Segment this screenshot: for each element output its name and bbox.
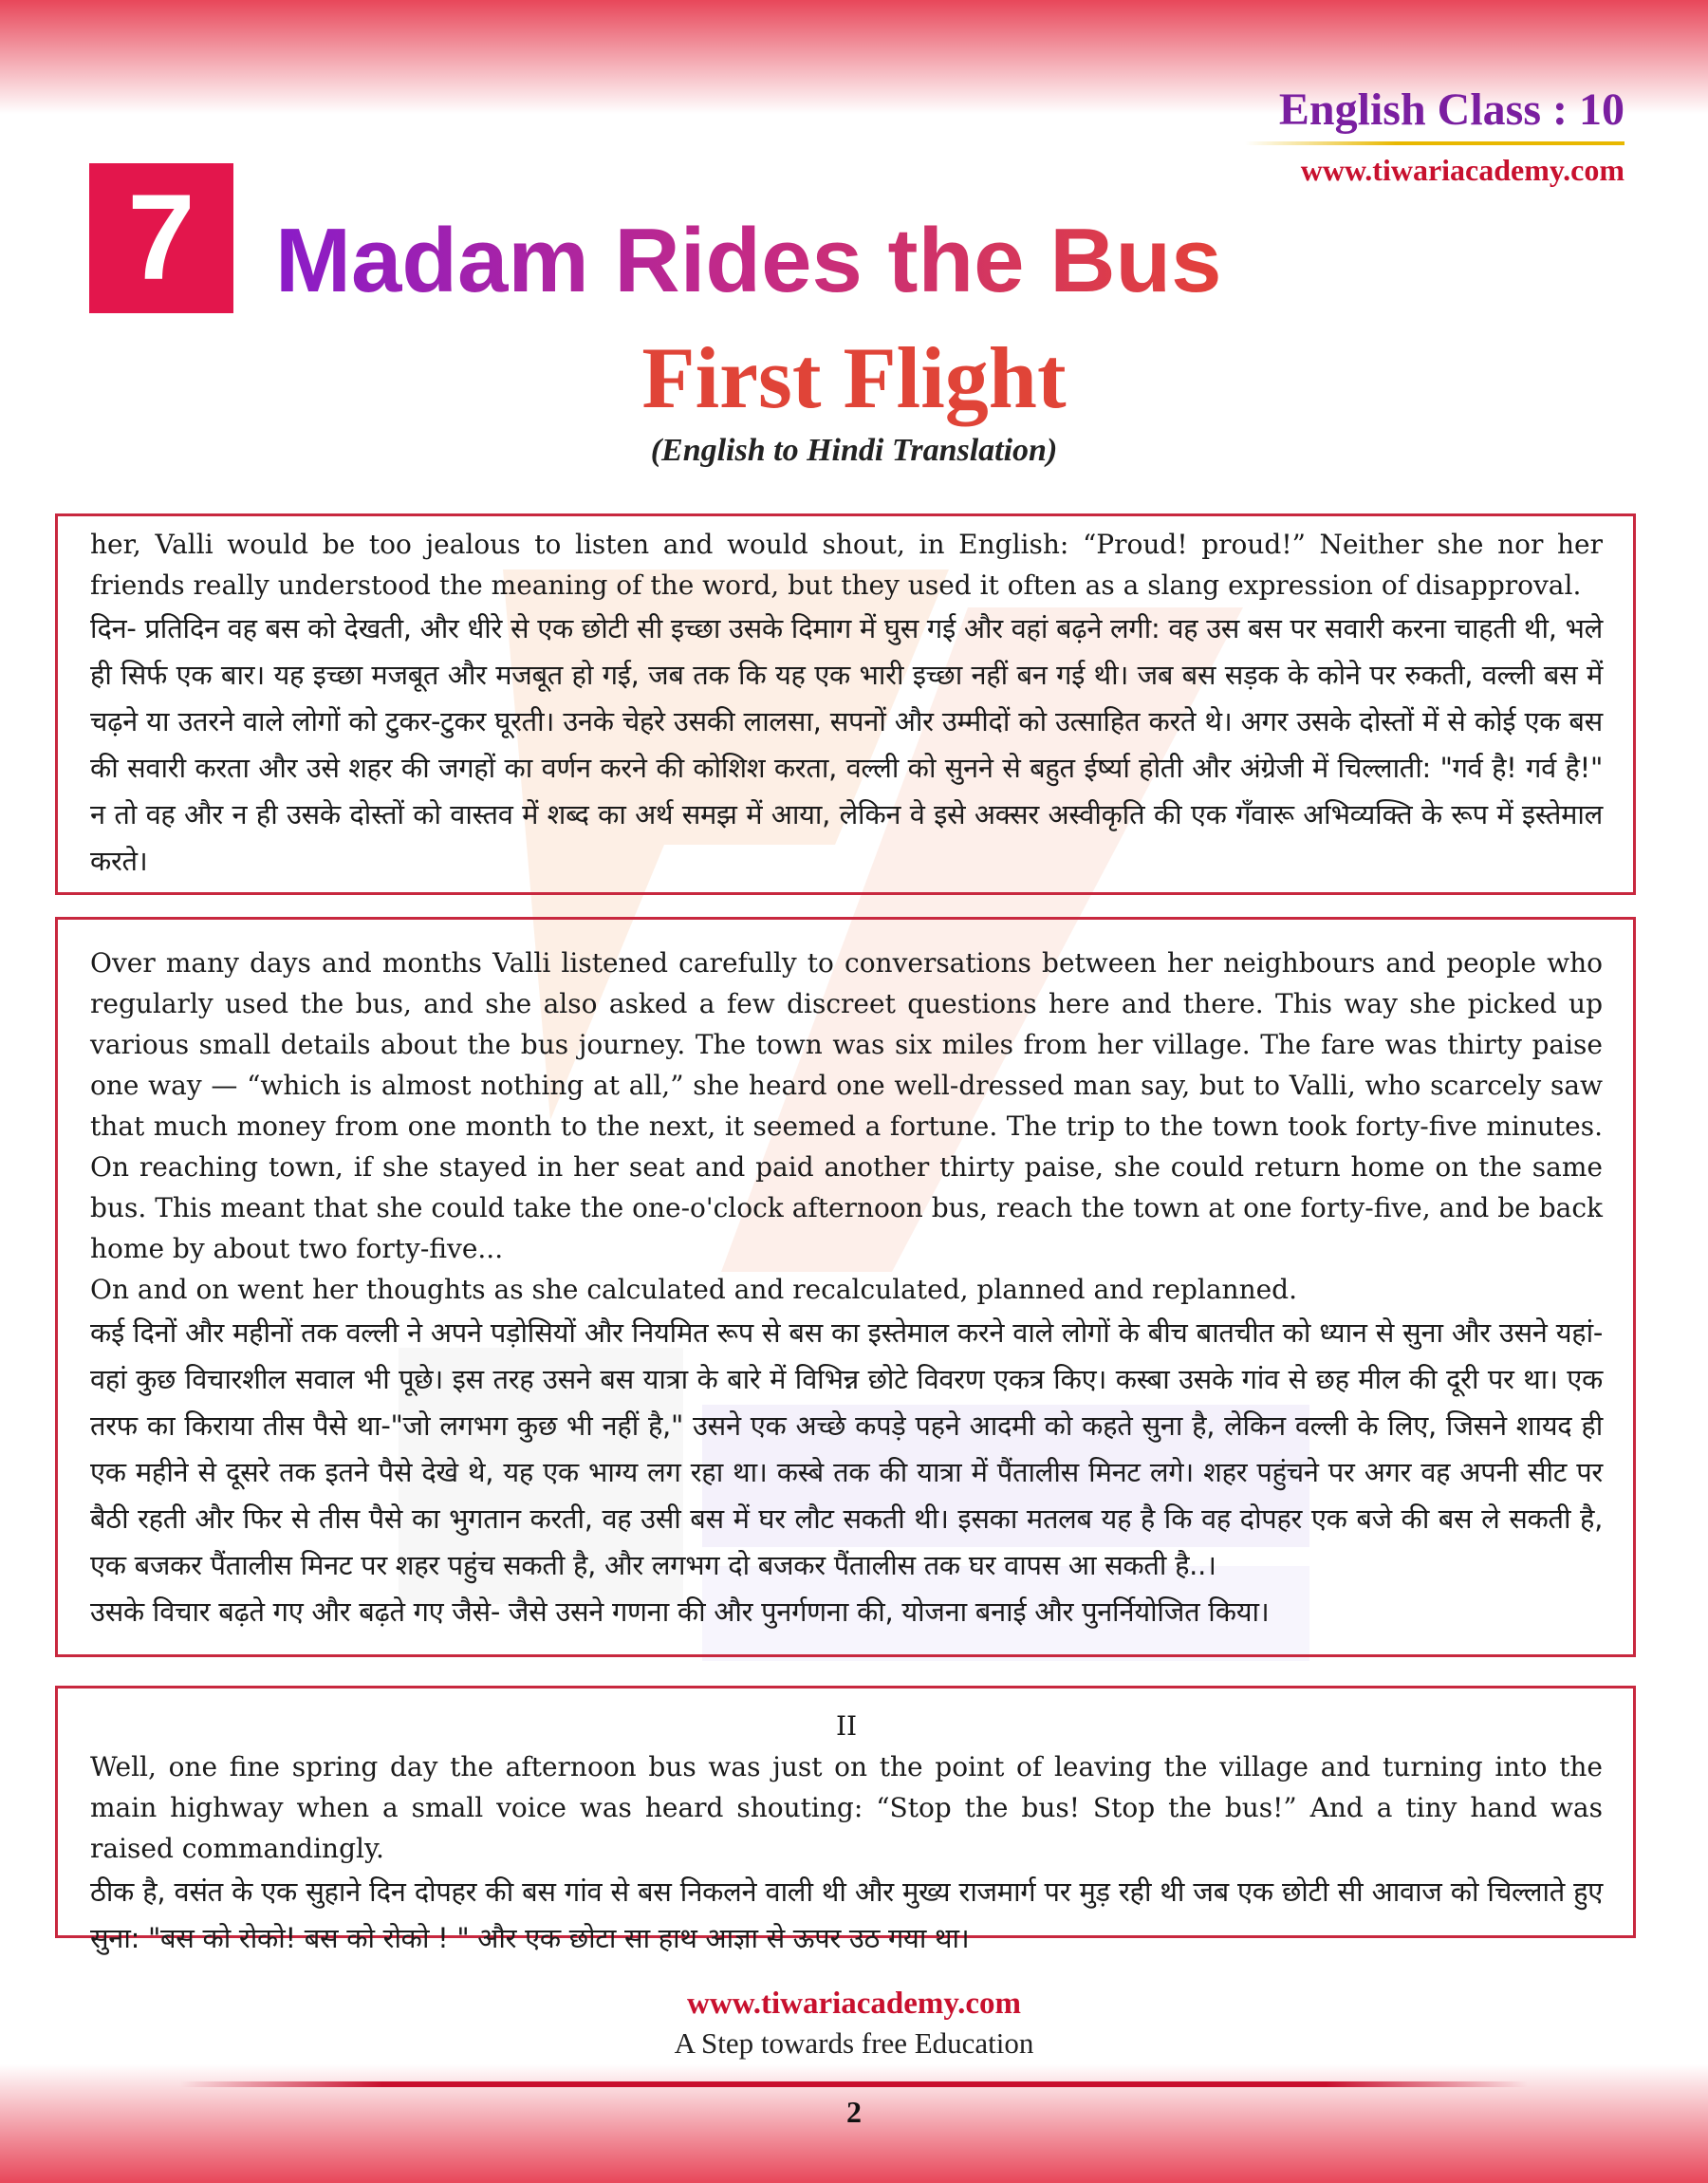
hindi-paragraph: दिन- प्रतिदिन वह बस को देखती, और धीरे से एक छोटी सी इच्छा उसके दिमाग में घुस गई और वहां बढ़ने लगी: वह उस बस पर सवारी करना चाहती थी, भले ही सिर्फ एक बार। यह इच्छा मजबूत और मजबूत हो गई, जब तक कि यह एक भारी इच्छा नहीं बन गई थी। जब बस सड़क के कोने पर रुकती, वल्ली बस में चढ़ने या उतरने वाले लोगों को टुकर-टुकर घूरती। उनके चेहरे उसकी लालसा, सपनों और उम्मीदों को उत्साहित करते थे। अगर उसके दोस्तों में से कोई एक बस की सवारी करता और उसे शहर की जगहों का वर्णन करने की कोशिश करता, वल्ली को सुनने से बहुत ईर्ष्या होती और अंग्रेजी में चिल्लाती: "गर्व है! गर्व है!" न तो वह और न ही उसके दोस्तों को वास्तव में शब्द का अर्थ समझ में आया, लेकिन वे इसे अक्सर अस्वीकृति की एक गँवारू अभिव्यक्ति के रूप में इस्तेमाल करते। <box>90 612 1603 877</box>
english-paragraph: her, Valli would be too jealous to listen and would shout, in English: “Proud! proud!” Neither she nor her friends really understood the meaning of the word, but they used it often as a slang expression of disapproval. <box>90 529 1603 601</box>
chapter-number-badge <box>89 163 233 313</box>
brand-title: English Class : 10 <box>1278 84 1624 135</box>
translation-box-1 <box>55 513 1636 895</box>
brand-underline <box>1245 141 1624 145</box>
translation-box-3 <box>55 1686 1636 1954</box>
page-number: 2 <box>846 2095 862 2129</box>
part-label: II <box>835 1710 858 1742</box>
brand-url-link[interactable]: www.tiwariacademy.com <box>1300 152 1624 187</box>
english-paragraph: Well, one fine spring day the afternoon bus was just on the point of leaving the village and turning into the main highway when a small voice was heard shouting: “Stop the bus! Stop the bus!” And a tiny hand was raised commandingly. <box>90 1751 1603 1864</box>
footer-divider <box>180 2081 1528 2087</box>
footer-url-link[interactable]: www.tiwariacademy.com <box>687 1987 1021 2021</box>
translation-box-2 <box>55 917 1636 1657</box>
chapter-number: 7 <box>127 170 195 306</box>
footer-tagline: A Step towards free Education <box>674 2026 1034 2060</box>
hindi-paragraph: कई दिनों और महीनों तक वल्ली ने अपने पड़ोसियों और नियमित रूप से बस का इस्तेमाल करने वाले लोगों के बीच बातचीत को ध्यान से सुना और उसने यहां-वहां कुछ विचारशील सवाल भी पूछे। इस तरह उसने बस यात्रा के बारे में विभिन्न छोटे विवरण एकत्र किए। कस्बा उसके गांव से छह मील की दूरी पर था। एक तरफ का किराया तीस पैसे था-"जो लगभग कुछ भी नहीं है," उसने एक अच्छे कपड़े पहने आदमी को कहते सुना है, लेकिन वल्ली के लिए, जिसने शायद ही एक महीने से दूसरे तक इतने पैसे देखे थे, यह एक भाग्य लग रहा था। कस्बे तक की यात्रा में पैंतालीस मिनट लगे। शहर पहुंचने पर अगर वह अपनी सीट पर बैठी रहती और फिर से तीस पैसे का भुगतान करती, वह उसी बस में घर लौट सकती थी। इसका मतलब यह है कि वह दोपहर एक बजे की बस ले सकती है, एक बजकर पैंतालीस मिनट पर शहर पहुंच सकती है, और लगभग दो बजकर पैंतालीस तक घर वापस आ सकती है..। <box>90 1316 1603 1581</box>
hindi-paragraph: ठीक है, वसंत के एक सुहाने दिन दोपहर की बस गांव से बस निकलने वाली थी और मुख्य राजमार्ग पर मुड़ रही थी जब एक छोटी सी आवाज को चिल्लाते हुए सुना: "बस को रोको! बस को रोको ! " और एक छोटा सा हाथ आज्ञा से ऊपर उठ गया था। <box>90 1875 1603 1954</box>
book-title: First Flight <box>641 329 1067 426</box>
chapter-title: Madam Rides the Bus <box>275 210 1222 311</box>
page-subtitle: (English to Hindi Translation) <box>650 433 1058 468</box>
hindi-paragraph: उसके विचार बढ़ते गए और बढ़ते गए जैसे- जैसे उसने गणना की और पुनर्गणना की, योजना बनाई और पुनर्नियोजित किया। <box>90 1595 1270 1628</box>
english-paragraph: Over many days and months Valli listened carefully to conversations between her neighbours and people who regularly used the bus, and she also asked a few discreet questions here and there. This way she picked up various small details about the bus journey. The town was six miles from her village. The fare was thirty paise one way — “which is almost nothing at all,” she heard one well-dressed man say, but to Valli, who scarcely saw that much money from one month to the next, it seemed a fortune. The trip to the town took forty-five minutes. On reaching town, if she stayed in her seat and paid another thirty paise, she could return home on the same bus. This meant that she could take the one-o'clock afternoon bus, reach the town at one forty-five, and be back home by about two forty-five... <box>90 947 1603 1264</box>
english-paragraph: On and on went her thoughts as she calculated and recalculated, planned and replanned. <box>90 1274 1297 1305</box>
brand-block <box>1245 85 1624 188</box>
